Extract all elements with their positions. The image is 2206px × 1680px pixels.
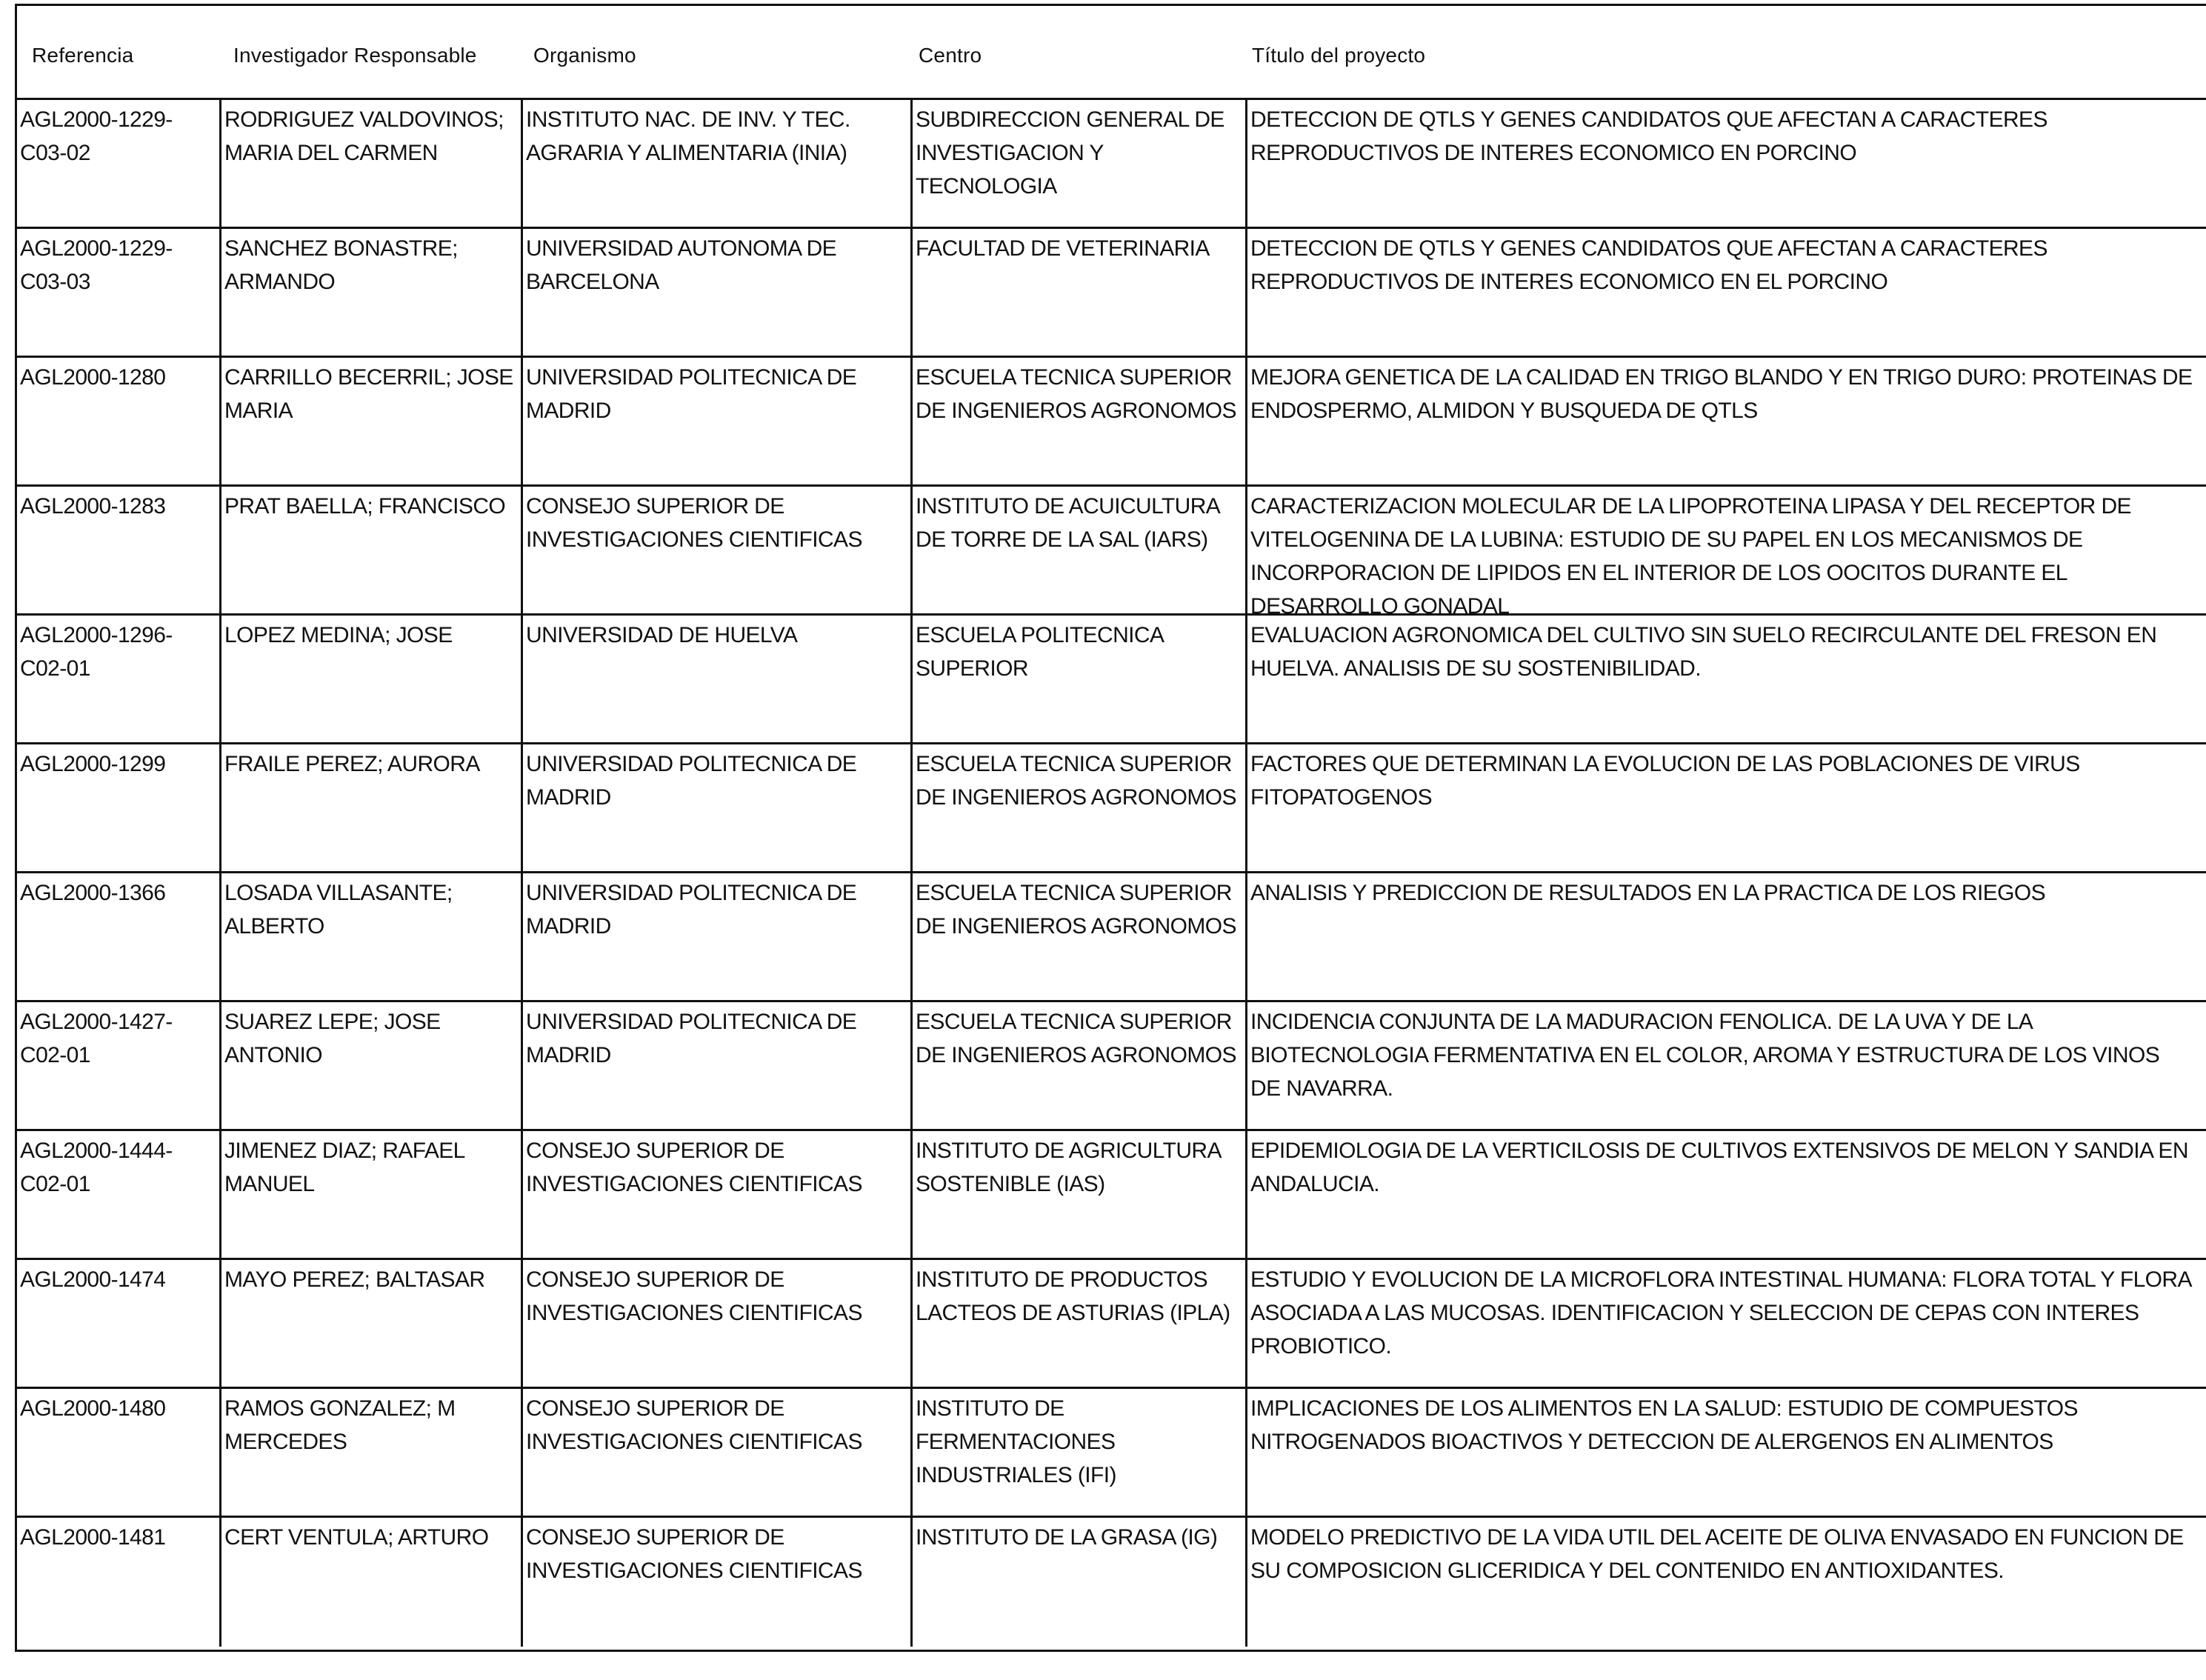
centro-cell: FACULTAD DE VETERINARIA xyxy=(910,229,1245,356)
table-row xyxy=(17,1131,2206,1260)
referencia-cell: AGL2000-1296-C02-01 xyxy=(20,623,173,681)
investigador-cell: JIMENEZ DIAZ; RAFAEL MANUEL xyxy=(219,1131,521,1258)
investigador-cell: SUAREZ LEPE; JOSE ANTONIO xyxy=(219,1002,521,1129)
centro-cell: INSTITUTO DE PRODUCTOS LACTEOS DE ASTURIAS (IPLA) xyxy=(910,1260,1245,1387)
organismo-cell: UNIVERSIDAD AUTONOMA DE BARCELONA xyxy=(521,229,910,356)
referencia-cell: AGL2000-1280 xyxy=(20,365,166,390)
organismo-cell: UNIVERSIDAD POLITECNICA DE MADRID xyxy=(521,1002,910,1129)
centro-cell: INSTITUTO DE LA GRASA (IG) xyxy=(910,1518,1245,1647)
investigador-cell: CERT VENTULA; ARTURO xyxy=(219,1518,521,1647)
header-investigador: Investigador Responsable xyxy=(233,44,477,67)
referencia-cell: AGL2000-1283 xyxy=(20,494,166,519)
table-row xyxy=(17,616,2206,744)
table-row xyxy=(17,1518,2206,1647)
organismo-cell: UNIVERSIDAD DE HUELVA xyxy=(521,616,910,742)
titulo-cell: ANALISIS Y PREDICCION DE RESULTADOS EN LA PRACTICA DE LOS RIEGOS xyxy=(1245,873,2206,1000)
titulo-cell: MEJORA GENETICA DE LA CALIDAD EN TRIGO BLANDO Y EN TRIGO DURO: PROTEINAS DE ENDOSPERMO, ALMIDON Y BUSQUEDA DE QTLS xyxy=(1245,358,2206,484)
table-row xyxy=(17,358,2206,487)
table-row xyxy=(17,873,2206,1002)
titulo-cell: FACTORES QUE DETERMINAN LA EVOLUCION DE LAS POBLACIONES DE VIRUS FITOPATOGENOS xyxy=(1245,744,2206,871)
referencia-cell: AGL2000-1444-C02-01 xyxy=(20,1139,173,1196)
centro-cell: ESCUELA TECNICA SUPERIOR DE INGENIEROS AGRONOMOS xyxy=(910,1002,1245,1129)
organismo-cell: CONSEJO SUPERIOR DE INVESTIGACIONES CIENTIFICAS xyxy=(521,487,910,613)
centro-cell: ESCUELA POLITECNICA SUPERIOR xyxy=(910,616,1245,742)
investigador-cell: SANCHEZ BONASTRE; ARMANDO xyxy=(219,229,521,356)
organismo-cell: CONSEJO SUPERIOR DE INVESTIGACIONES CIENTIFICAS xyxy=(521,1518,910,1647)
table-row xyxy=(17,1260,2206,1389)
titulo-cell: EVALUACION AGRONOMICA DEL CULTIVO SIN SUELO RECIRCULANTE DEL FRESON EN HUELVA. ANALISIS DE SU SOSTENIBILIDAD. xyxy=(1245,616,2206,742)
titulo-cell: ESTUDIO Y EVOLUCION DE LA MICROFLORA INTESTINAL HUMANA: FLORA TOTAL Y FLORA ASOCIADA A LAS MUCOSAS. IDENTIFICACION Y SELECCION DE CEPAS CON INTERES PROBIOTICO. xyxy=(1245,1260,2206,1387)
referencia-cell: AGL2000-1427-C02-01 xyxy=(20,1010,173,1067)
investigador-cell: CARRILLO BECERRIL; JOSE MARIA xyxy=(219,358,521,484)
referencia-cell: AGL2000-1480 xyxy=(20,1396,166,1421)
centro-cell: INSTITUTO DE ACUICULTURA DE TORRE DE LA SAL (IARS) xyxy=(910,487,1245,613)
titulo-cell: EPIDEMIOLOGIA DE LA VERTICILOSIS DE CULTIVOS EXTENSIVOS DE MELON Y SANDIA EN ANDALUCIA. xyxy=(1245,1131,2206,1258)
organismo-cell: UNIVERSIDAD POLITECNICA DE MADRID xyxy=(521,358,910,484)
table-row xyxy=(17,100,2206,229)
investigador-cell: LOPEZ MEDINA; JOSE xyxy=(219,616,521,742)
centro-cell: INSTITUTO DE AGRICULTURA SOSTENIBLE (IAS) xyxy=(910,1131,1245,1258)
header-referencia: Referencia xyxy=(32,44,134,67)
organismo-cell: CONSEJO SUPERIOR DE INVESTIGACIONES CIENTIFICAS xyxy=(521,1260,910,1387)
header-centro: Centro xyxy=(919,44,982,67)
centro-cell: ESCUELA TECNICA SUPERIOR DE INGENIEROS AGRONOMOS xyxy=(910,744,1245,871)
referencia-cell: AGL2000-1366 xyxy=(20,881,166,905)
table-row xyxy=(17,744,2206,873)
investigador-cell: RAMOS GONZALEZ; M MERCEDES xyxy=(219,1389,521,1516)
table-row xyxy=(17,1389,2206,1518)
organismo-cell: CONSEJO SUPERIOR DE INVESTIGACIONES CIENTIFICAS xyxy=(521,1389,910,1516)
investigador-cell: PRAT BAELLA; FRANCISCO xyxy=(219,487,521,613)
investigador-cell: MAYO PEREZ; BALTASAR xyxy=(219,1260,521,1387)
centro-cell: ESCUELA TECNICA SUPERIOR DE INGENIEROS AGRONOMOS xyxy=(910,873,1245,1000)
investigador-cell: LOSADA VILLASANTE; ALBERTO xyxy=(219,873,521,1000)
titulo-cell: INCIDENCIA CONJUNTA DE LA MADURACION FENOLICA. DE LA UVA Y DE LA BIOTECNOLOGIA FERMENTATIVA EN EL COLOR, AROMA Y ESTRUCTURA DE LOS VINOS DE NAVARRA. xyxy=(1245,1002,2206,1129)
table-row xyxy=(17,1002,2206,1131)
referencia-cell: AGL2000-1474 xyxy=(20,1267,166,1292)
table-row xyxy=(17,229,2206,358)
referencia-cell: AGL2000-1229-C03-03 xyxy=(20,236,173,294)
investigador-cell: FRAILE PEREZ; AURORA xyxy=(219,744,521,871)
table-row xyxy=(17,487,2206,616)
table-header xyxy=(17,6,2206,100)
titulo-cell: DETECCION DE QTLS Y GENES CANDIDATOS QUE AFECTAN A CARACTERES REPRODUCTIVOS DE INTERES ECONOMICO EN PORCINO xyxy=(1245,100,2206,227)
referencia-cell: AGL2000-1481 xyxy=(20,1525,166,1550)
titulo-cell: MODELO PREDICTIVO DE LA VIDA UTIL DEL ACEITE DE OLIVA ENVASADO EN FUNCION DE SU COMPOSICION GLICERIDICA Y DEL CONTENIDO EN ANTIOXIDANTES. xyxy=(1245,1518,2206,1647)
investigador-cell: RODRIGUEZ VALDOVINOS; MARIA DEL CARMEN xyxy=(219,100,521,227)
projects-table xyxy=(15,4,2206,1652)
organismo-cell: CONSEJO SUPERIOR DE INVESTIGACIONES CIENTIFICAS xyxy=(521,1131,910,1258)
titulo-cell: CARACTERIZACION MOLECULAR DE LA LIPOPROTEINA LIPASA Y DEL RECEPTOR DE VITELOGENINA DE LA LUBINA: ESTUDIO DE SU PAPEL EN LOS MECANISMOS DE INCORPORACION DE LIPIDOS EN EL INTERIOR DE LOS OOCITOS DURANTE EL DESARROLLO GONADAL xyxy=(1245,487,2206,613)
titulo-cell: IMPLICACIONES DE LOS ALIMENTOS EN LA SALUD: ESTUDIO DE COMPUESTOS NITROGENADOS BIOACTIVOS Y DETECCION DE ALERGENOS EN ALIMENTOS xyxy=(1245,1389,2206,1516)
centro-cell: ESCUELA TECNICA SUPERIOR DE INGENIEROS AGRONOMOS xyxy=(910,358,1245,484)
centro-cell: SUBDIRECCION GENERAL DE INVESTIGACION Y TECNOLOGIA xyxy=(910,100,1245,227)
header-organismo: Organismo xyxy=(533,44,636,67)
organismo-cell: UNIVERSIDAD POLITECNICA DE MADRID xyxy=(521,873,910,1000)
centro-cell: INSTITUTO DE FERMENTACIONES INDUSTRIALES (IFI) xyxy=(910,1389,1245,1516)
referencia-cell: AGL2000-1229-C03-02 xyxy=(20,107,173,165)
titulo-cell: DETECCION DE QTLS Y GENES CANDIDATOS QUE AFECTAN A CARACTERES REPRODUCTIVOS DE INTERES ECONOMICO EN EL PORCINO xyxy=(1245,229,2206,356)
organismo-cell: UNIVERSIDAD POLITECNICA DE MADRID xyxy=(521,744,910,871)
organismo-cell: INSTITUTO NAC. DE INV. Y TEC. AGRARIA Y ALIMENTARIA (INIA) xyxy=(521,100,910,227)
header-titulo: Título del proyecto xyxy=(1252,44,1426,67)
referencia-cell: AGL2000-1299 xyxy=(20,752,166,776)
